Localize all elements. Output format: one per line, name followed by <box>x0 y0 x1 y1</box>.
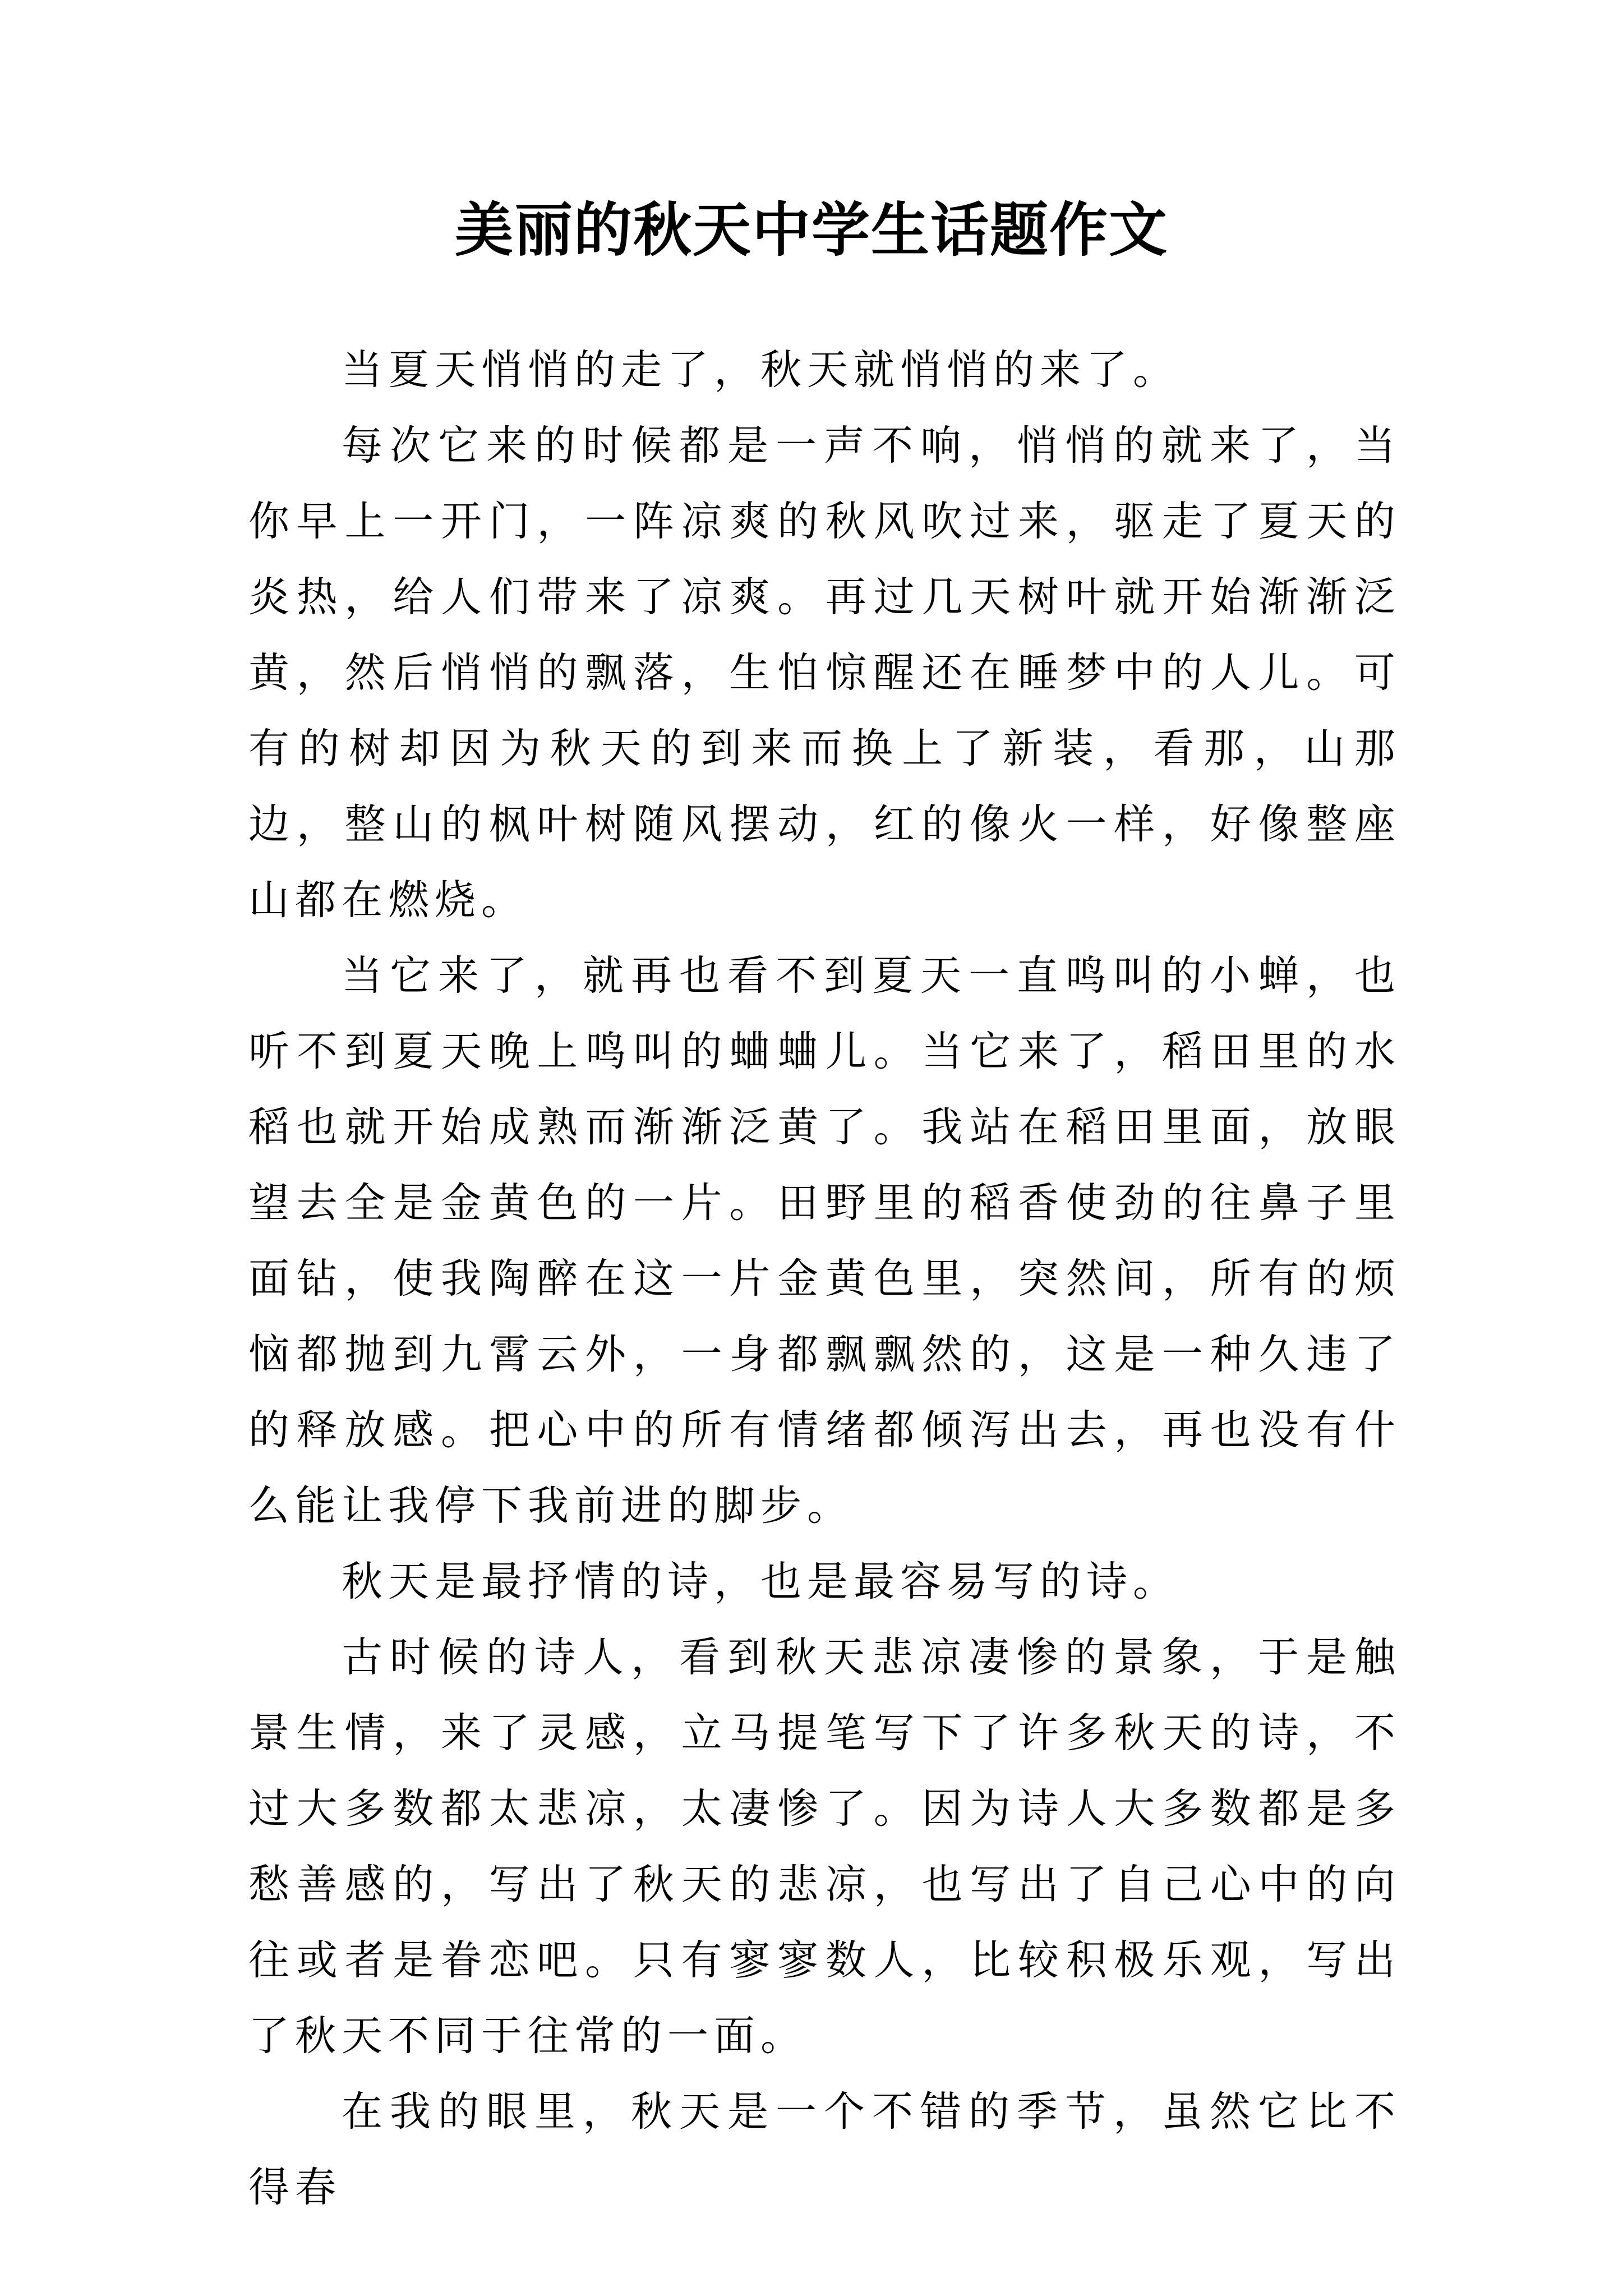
paragraph: 在我的眼里，秋天是一个不错的季节，虽然它比不得春 <box>248 2088 1401 2211</box>
paragraph: 每次它来的时候都是一声不响，悄悄的就来了，当你早上一开门，一阵凉爽的秋风吹过来，驱走了夏天的炎热，给人们带来了凉爽。再过几天树叶就开始渐渐泛黄，然后悄悄的飘落，生怕惊醒还在睡梦中的人儿。可有的树却因为秋天的到来而换上了新装，看那，山那边，整山的枫叶树随风摆动，红的像火一样，好像整座山都在燃烧。 <box>248 422 1401 924</box>
document-body <box>248 332 1401 2225</box>
document-title: 美丽的秋天中学生话题作文 <box>454 195 1168 264</box>
paragraph: 当它来了，就再也看不到夏天一直鸣叫的小蝉，也听不到夏天晚上鸣叫的蛐蛐儿。当它来了，稻田里的水稻也就开始成熟而渐渐泛黄了。我站在稻田里面，放眼望去全是金黄色的一片。田野里的稻香使劲的往鼻子里面钻，使我陶醉在这一片金黄色里，突然间，所有的烦恼都抛到九霄云外，一身都飘飘然的，这是一种久违了的释放感。把心中的所有情绪都倾泻出去，再也没有什么能让我停下我前进的脚步。 <box>248 952 1401 1530</box>
paragraph: 秋天是最抒情的诗，也是最容易写的诗。 <box>342 1558 1179 1605</box>
paragraph: 当夏天悄悄的走了，秋天就悄悄的来了。 <box>342 346 1179 394</box>
paragraph: 古时候的诗人，看到秋天悲凉凄惨的景象，于是触景生情，来了灵感，立马提笔写下了许多秋天的诗，不过大多数都太悲凉，太凄惨了。因为诗人大多数都是多愁善感的，写出了秋天的悲凉，也写出了自己心中的向往或者是眷恋吧。只有寥寥数人，比较积极乐观，写出了秋天不同于往常的一面。 <box>248 1634 1401 2060</box>
